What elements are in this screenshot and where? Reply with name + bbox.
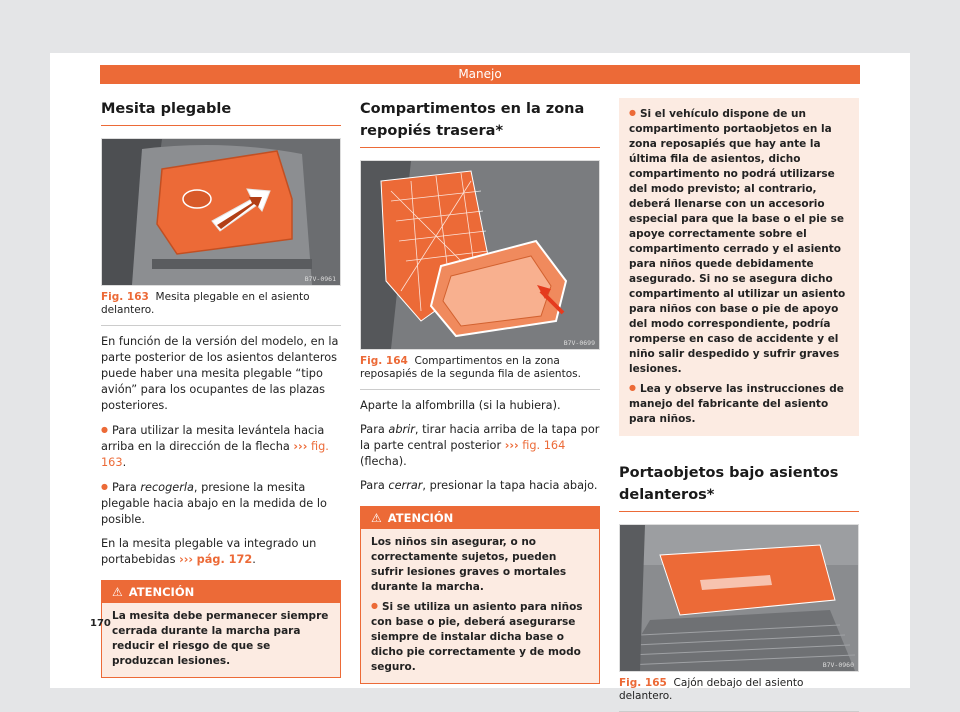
warning-triangle-icon: ⚠ [371, 511, 382, 525]
figure-code: B7V-0961 [304, 275, 336, 283]
arrow-icon: ››› [504, 439, 519, 452]
fig-164-link[interactable]: fig. 164 [522, 439, 566, 452]
caption-text: Compartimentos en la zona reposapiés de la segunda fila de asientos. [360, 355, 581, 380]
under-seat-drawer-illustration [620, 525, 859, 671]
warning-box [101, 580, 341, 678]
paragraph: Aparte la alfombrilla (si la hubiera). [360, 399, 561, 412]
warning-continuation-box: ● Si el vehículo dispone de un compartimento portaobjetos en la zona reposapiés que hay ante la última fila de asientos, dicho compartimento no podrá utilizarse del modo previsto; al contrario, deberá llenarse con un accesorio especial para que la base o el pie se apoye correctamente sobre el compartimento cerrado y el asiento para niños quede debidamente asegurado. Si no se asegura dicho compartimento al utilizar un asiento para niños con base o pie de apoyo del modo correspondiente, podría romperse en caso de accidente y el niño salir despedido y sufrir graves lesiones. ● Lea y observe las instrucciones de manejo del fabricante del asiento para niños. [619, 98, 859, 436]
warning-header: ⚠ ATENCIÓN [361, 507, 599, 529]
column-3 [619, 98, 859, 712]
column-1 [101, 98, 341, 678]
figure-code: B7V-0699 [563, 339, 595, 347]
arrow-icon: ››› [179, 553, 194, 566]
floor-compartment-illustration [361, 161, 600, 349]
figure-number: Fig. 164 [360, 355, 408, 367]
paragraph: Para cerrar, presionar la tapa hacia abajo. [360, 479, 598, 492]
heading-portaobjetos: Portaobjetos bajo asientos delanteros* [619, 462, 859, 512]
figure-caption [619, 677, 859, 712]
warning-header: ⚠ ATENCIÓN [102, 581, 340, 603]
figure-code: B7V-0960 [822, 661, 854, 669]
figure-165 [619, 524, 859, 672]
figure-caption [101, 291, 341, 326]
fig-163-link[interactable]: fig. 163 [101, 440, 329, 469]
paragraph: En la mesita plegable va integrado un portabebidas ››› pág. 172. [101, 537, 317, 566]
bullet-item: ● Para recogerla, presione la mesita plegable hacia abajo en la medida de lo posible. [101, 479, 341, 528]
heading-compartimentos: Compartimentos en la zona repopiés trasera* [360, 98, 600, 148]
figure-caption [360, 355, 600, 390]
figure-163 [101, 138, 341, 286]
warning-box [360, 506, 600, 684]
column-2 [360, 98, 600, 684]
paragraph: Para abrir, tirar hacia arriba de la tapa por la parte central posterior ››› fig. 164 (flecha). [360, 423, 600, 468]
warning-text: Los niños sin asegurar, o no correctamente sujetos, pueden sufrir lesiones graves o mortales durante la marcha. ● Si se utiliza un asiento para niños con base o pie, deberá asegurarse siempre de instalar dicha base o dicho pie correctamente y de modo seguro. [361, 529, 599, 683]
page-172-link[interactable]: pág. 172 [196, 553, 253, 566]
figure-number: Fig. 163 [101, 291, 149, 303]
heading-mesita-plegable: Mesita plegable [101, 98, 341, 126]
warning-triangle-icon: ⚠ [112, 585, 123, 599]
arrow-icon: ››› [293, 440, 308, 453]
paragraph: En función de la versión del modelo, en la parte posterior de los asientos delanteros puede haber una mesita plegable “tipo avión” para los ocupantes de las plazas posteriores. [101, 335, 339, 412]
figure-number: Fig. 165 [619, 677, 667, 689]
page-number: 170 [90, 618, 111, 629]
section-header: Manejo [100, 65, 860, 84]
figure-164 [360, 160, 600, 350]
caption-text: Cajón debajo del asiento delantero. [619, 677, 804, 702]
warning-text: La mesita debe permanecer siempre cerrada durante la marcha para reducir el riesgo de que se produzcan lesiones. [102, 603, 340, 677]
caption-text: Mesita plegable en el asiento delantero. [101, 291, 310, 316]
bullet-item: ● Para utilizar la mesita levántela hacia arriba en la dirección de la flecha ››› fig. 163. [101, 422, 341, 471]
seat-table-illustration [102, 139, 341, 285]
